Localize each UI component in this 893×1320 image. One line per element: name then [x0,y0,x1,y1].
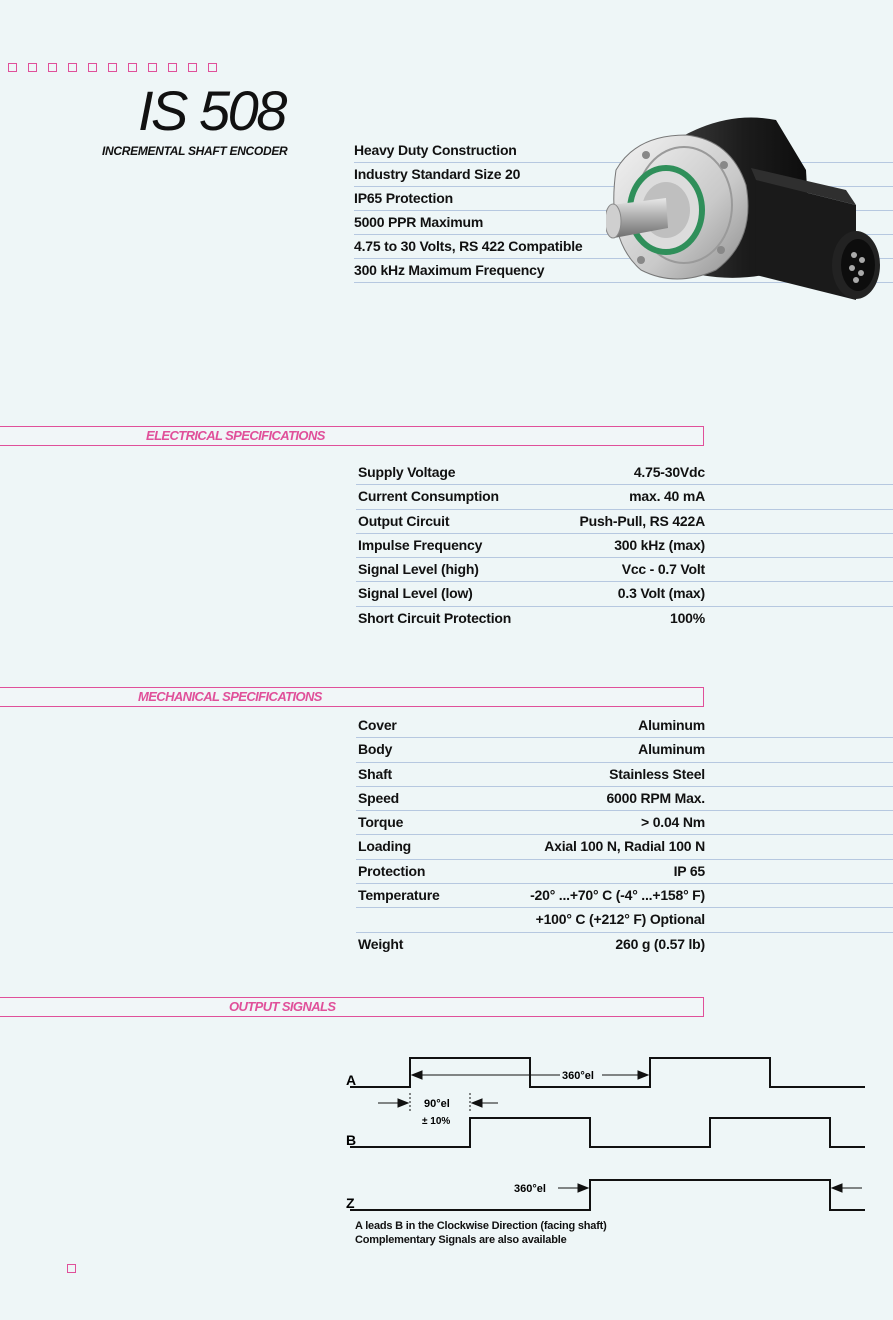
table-row [356,835,893,859]
decorative-square [8,63,17,72]
output-section-bar [0,997,704,1017]
table-row [356,714,893,738]
spec-value: max. 40 mA [629,488,705,505]
spec-label: Body [358,741,393,758]
phase-tolerance: ± 10% [422,1116,451,1127]
spec-label: Signal Level (low) [358,585,473,602]
mechanical-heading: MECHANICAL SPECIFICATIONS [138,689,322,704]
feature-item: 300 kHz Maximum Frequency [354,259,893,283]
table-row [356,558,893,582]
spec-value: Stainless Steel [609,765,705,782]
spec-value: > 0.04 Nm [641,814,705,831]
spec-label: Temperature [358,887,440,904]
table-row [356,534,893,558]
feature-item: 4.75 to 30 Volts, RS 422 Compatible [354,235,893,259]
decorative-square [128,63,137,72]
spec-value: Aluminum [638,741,705,758]
decorative-square [48,63,57,72]
electrical-spec-table [356,461,893,630]
feature-item: 5000 PPR Maximum [354,211,893,235]
table-row [356,461,893,485]
spec-value: -20° ...+70° C (-4° ...+158° F) [530,887,705,904]
spec-value: IP 65 [673,862,705,879]
spec-label: Signal Level (high) [358,561,479,578]
spec-label: Short Circuit Protection [358,609,512,626]
channel-z-label: Z [346,1195,355,1211]
channel-b-label: B [346,1132,357,1148]
footnote-line: Complementary Signals are also available [355,1234,567,1246]
spec-value: Aluminum [638,717,705,733]
spec-label: Protection [358,862,426,879]
spec-label: Impulse Frequency [358,536,483,553]
spec-value: +100° C (+212° F) Optional [535,911,705,928]
spec-label: Current Consumption [358,488,499,505]
spec-value: 6000 RPM Max. [606,789,705,806]
decorative-square [168,63,177,72]
z-period-label: 360°el [514,1183,546,1195]
spec-label: Loading [358,838,412,855]
decorative-square-row [8,63,217,72]
spec-label: Shaft [358,765,393,782]
decorative-square [68,63,77,72]
electrical-heading: ELECTRICAL SPECIFICATIONS [146,428,325,443]
output-footnote [355,1219,607,1247]
decorative-square [188,63,197,72]
table-row [356,811,893,835]
spec-label: Weight [358,935,404,952]
period-label: 360°el [562,1070,594,1082]
decorative-square [28,63,37,72]
spec-value: 100% [669,609,705,626]
spec-value: 300 kHz (max) [614,536,705,553]
channel-a-label: A [346,1072,357,1088]
encoder-product-image [606,110,886,310]
electrical-section-bar [0,426,704,446]
spec-label: Speed [358,789,400,806]
feature-item: IP65 Protection [354,187,893,211]
spec-label: Torque [358,814,404,831]
output-heading: OUTPUT SIGNALS [229,999,336,1014]
decorative-square [88,63,97,72]
table-row [356,860,893,884]
output-signals-timing-diagram [340,1045,870,1220]
signal-a-waveform [350,1058,865,1087]
spec-value: 260 g (0.57 lb) [615,935,705,952]
table-row [356,763,893,787]
spec-value: Axial 100 N, Radial 100 N [544,838,705,855]
spec-label: Output Circuit [358,512,450,529]
table-row [356,908,893,932]
spec-label: Cover [358,717,397,733]
product-subtitle: INCREMENTAL SHAFT ENCODER [102,144,288,158]
decorative-square [148,63,157,72]
decorative-square [67,1264,76,1273]
product-title: IS 508 [138,79,285,142]
table-row [356,485,893,509]
spec-value: 4.75-30Vdc [633,464,705,480]
decorative-square [108,63,117,72]
mechanical-section-bar [0,687,704,707]
mechanical-spec-table [356,714,893,956]
table-row [356,510,893,534]
table-row [356,607,893,630]
feature-item: Industry Standard Size 20 [354,163,893,187]
feature-item: Heavy Duty Construction [354,139,893,163]
phase-label: 90°el [424,1098,450,1110]
table-row [356,933,893,956]
spec-value: Vcc - 0.7 Volt [621,561,705,578]
table-row [356,738,893,762]
spec-value: 0.3 Volt (max) [617,585,705,602]
signal-z-waveform [350,1180,865,1210]
decorative-square [208,63,217,72]
table-row [356,787,893,811]
table-row [356,582,893,606]
footnote-line: A leads B in the Clockwise Direction (facing shaft) [355,1220,607,1232]
spec-label: Supply Voltage [358,464,456,480]
table-row [356,884,893,908]
spec-value: Push-Pull, RS 422A [579,512,705,529]
